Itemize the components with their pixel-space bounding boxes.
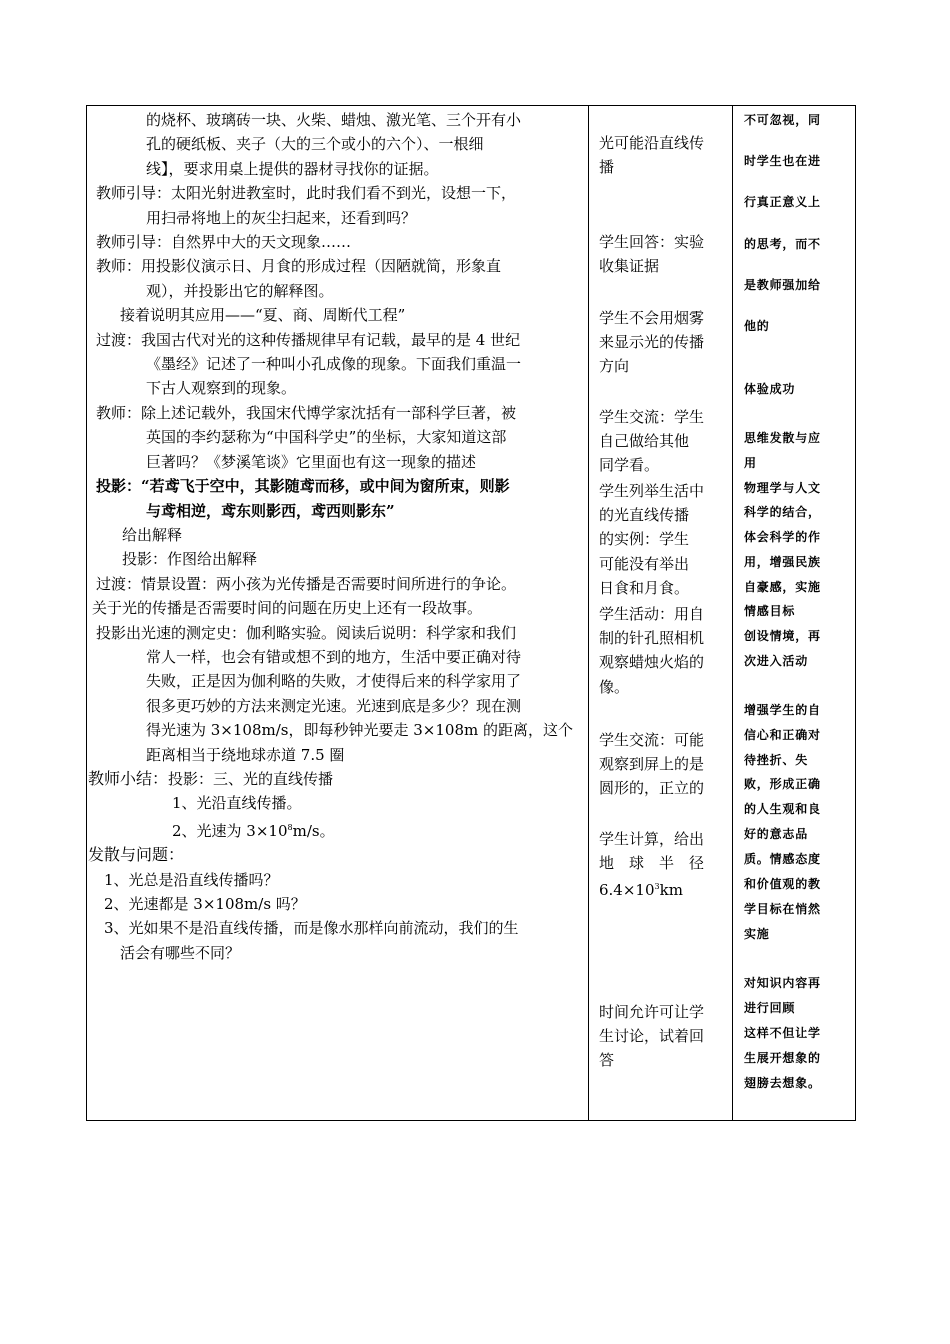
intent-line: 质。情感态度 <box>744 852 821 866</box>
text-line: 地 球 半 径 <box>599 854 705 873</box>
question-item: 3、光如果不是沿直线传播，而是像水那样向前流动，我们的生 <box>104 919 519 938</box>
text-line: 方向 <box>599 357 630 376</box>
text-line: 的实例：学生 <box>599 530 690 549</box>
lesson-table <box>86 105 856 1121</box>
text-line: 的光直线传播 <box>599 506 690 525</box>
intent-line: 和价值观的教 <box>744 877 821 891</box>
intent-line: 用，增强民族 <box>744 555 821 569</box>
text-line: 收集证据 <box>599 257 660 276</box>
text-line: 英国的李约瑟称为“中国科学史”的坐标，大家知道这部 <box>146 428 507 447</box>
text-line: 学生计算，给出 <box>599 830 705 848</box>
text-line: 播 <box>599 158 615 177</box>
student-block-9 <box>589 1000 733 1073</box>
intent-line: 好的意志品 <box>744 827 809 841</box>
text-line: 投影：作图给出解释 <box>122 550 258 569</box>
student-block-1 <box>589 131 733 179</box>
summary-item-text: 2、光速为 3×10 <box>172 821 288 840</box>
intent-line: 自豪感，实施 <box>744 580 821 594</box>
text-line: 投影出光速的测定史：伽利略实验。阅读后说明：科学家和我们 <box>96 623 517 642</box>
summary-item-unit: m/s。 <box>292 821 335 840</box>
diverge-title: 发散与问题： <box>88 845 185 865</box>
text-line: 用扫帚将地上的灰尘扫起来，还看到吗？ <box>146 208 417 227</box>
intent-line: 生展开想象的 <box>744 1051 821 1065</box>
intent-line: 行真正意义上 <box>744 195 821 209</box>
text-line: 很多更巧妙的方法来测定光速。光速到底是多少？现在测 <box>146 696 522 715</box>
intent-line: 翅膀去想象。 <box>744 1076 821 1090</box>
intent-line: 的思考，而不 <box>744 237 821 251</box>
text-line: 距离相当于绕地球赤道 7.5 圈 <box>146 745 345 764</box>
intent-line: 思维发散与应 <box>744 431 821 445</box>
text-line: 下古人观察到的现象。 <box>146 379 297 398</box>
intent-line: 败，形成正确 <box>744 777 821 791</box>
text-line: 观），并投影出它的解释图。 <box>146 281 334 300</box>
text-line: 同学看。 <box>599 456 660 475</box>
design-intent-column <box>734 105 856 1121</box>
text-line: 常人一样，也会有错或想不到的地方，生活中要正确对待 <box>146 647 522 666</box>
intent-line: 的人生观和良 <box>744 802 821 816</box>
intent-line: 用 <box>744 456 757 470</box>
text-line: 失败，正是因为伽利略的失败，才使得后来的科学家用了 <box>146 672 522 691</box>
text-line: 学生活动：用自 <box>599 605 705 623</box>
intent-line: 他的 <box>744 319 770 333</box>
question-item: 活会有哪些不同？ <box>120 943 241 962</box>
text-line: 教师：除上述记载外，我国宋代博学家沈括有一部科学巨著，被 <box>96 403 517 422</box>
intent-line: 科学的结合， <box>744 505 821 519</box>
text-line: 接着说明其应用——“夏、商、周断代工程” <box>120 306 406 325</box>
text-line: 巨著吗？《梦溪笔谈》它里面也有这一现象的描述 <box>146 452 477 471</box>
intent-line: 不可忽视，同 <box>744 113 821 127</box>
student-block-8 <box>589 827 733 903</box>
text-line: 学生回答：实验 <box>599 233 705 251</box>
intent-line: 物理学与人文 <box>744 481 821 495</box>
student-activity-column <box>589 105 733 1121</box>
intent-line: 进行回顾 <box>744 1001 796 1015</box>
intent-line: 时学生也在进 <box>744 154 821 168</box>
intent-line: 对知识内容再 <box>744 976 821 990</box>
text-line: 自己做给其他 <box>599 432 690 451</box>
question-item: 2、光速都是 3×108m/s 吗？ <box>104 895 306 913</box>
text-line: 时间允许可让学 <box>599 1003 705 1021</box>
intent-line: 待挫折、失 <box>744 753 809 767</box>
question-item: 1、光总是沿直线传播吗？ <box>104 870 279 889</box>
text-line: 线】，要求用桌上提供的器材寻找你的证据。 <box>146 159 439 178</box>
student-block-7 <box>589 728 733 801</box>
text-line: 观察到屏上的是 <box>599 755 705 774</box>
summary-item-exponent: 8 <box>287 822 293 832</box>
intent-line: 实施 <box>744 927 770 941</box>
text-line: 教师引导：太阳光射进教室时，此时我们看不到光，设想一下， <box>96 184 517 203</box>
text-line: 学生不会用烟雾 <box>599 309 705 327</box>
text-line: 像。 <box>599 677 630 696</box>
intent-line: 情感目标 <box>744 604 796 618</box>
text-line: 答 <box>599 1051 615 1070</box>
intent-line: 增强学生的自 <box>744 703 821 717</box>
text-line: 学生列举生活中 <box>599 482 705 500</box>
projection-quote: 与鸢相逆，鸢东则影西，鸢西则影东” <box>146 501 395 520</box>
student-block-3 <box>589 306 733 379</box>
text-line: 关于光的传播是否需要时间的问题在历史上还有一段故事。 <box>92 599 483 618</box>
summary-item <box>86 816 588 843</box>
text-line: 生讨论，试着回 <box>599 1027 705 1046</box>
text-line: 教师：用投影仪演示日、月食的形成过程（因陋就简，形象直 <box>96 257 502 276</box>
text-line: 过渡：情景设置：两小孩为光传播是否需要时间所进行的争论。 <box>96 574 517 593</box>
radius-exponent: 3 <box>654 882 660 892</box>
text-line: 观察蜡烛火焰的 <box>599 653 705 672</box>
text-line: 可能没有举出 <box>599 554 690 573</box>
text-line: 得光速为 3×108m/s，即每秒钟光要走 3×108m 的距离，这个 <box>146 721 573 740</box>
summary-title: 教师小结： <box>88 768 169 788</box>
text-line: 孔的硬纸板、夹子（大的三个或小的六个）、一根细 <box>146 135 484 154</box>
text-line: 过渡：我国古代对光的这种传播规律早有记载，最早的是 4 世纪 <box>96 330 521 349</box>
text-line: 《墨经》记述了一种叫小孔成像的现象。下面我们重温一 <box>146 355 522 374</box>
intent-line: 学目标在悄然 <box>744 902 821 916</box>
radius-value: 6.4×10 <box>599 881 655 900</box>
summary-item: 1、光沿直线传播。 <box>172 794 302 813</box>
text-line: 圆形的，正立的 <box>599 779 705 798</box>
text-line: 制的针孔照相机 <box>599 629 705 648</box>
student-block-5 <box>589 479 733 600</box>
student-block-2 <box>589 230 733 278</box>
projection-quote: 投影：“若鸢飞于空中，其影随鸢而移，或中间为窗所束，则影 <box>96 477 510 496</box>
intent-line: 次进入活动 <box>744 654 809 668</box>
summary-line <box>86 767 588 791</box>
intent-line: 体会科学的作 <box>744 530 821 544</box>
intent-line: 创设情境，再 <box>744 629 821 643</box>
text-line: 学生交流：可能 <box>599 731 705 749</box>
teacher-activity-column <box>86 105 588 1121</box>
text-line: 光可能沿直线传 <box>599 134 705 152</box>
text-line: 给出解释 <box>122 525 183 544</box>
summary-text: 投影：三、光的直线传播 <box>168 769 334 788</box>
intent-line: 信心和正确对 <box>744 728 821 742</box>
text-line: 学生交流：学生 <box>599 408 705 426</box>
text-line: 来显示光的传播 <box>599 333 705 352</box>
student-block-4 <box>589 405 733 478</box>
student-block-6 <box>589 602 733 699</box>
text-line: 的烧杯、玻璃砖一块、火柴、蜡烛、激光笔、三个开有小 <box>146 111 522 129</box>
intent-line: 这样不但让学 <box>744 1026 821 1040</box>
intent-line: 是教师强加给 <box>744 278 821 292</box>
intent-line: 体验成功 <box>744 382 796 396</box>
text-line: 日食和月食。 <box>599 578 690 597</box>
text-line: 教师引导：自然界中大的天文现象…… <box>96 233 352 252</box>
text-line <box>589 875 733 902</box>
radius-unit: km <box>659 881 683 900</box>
